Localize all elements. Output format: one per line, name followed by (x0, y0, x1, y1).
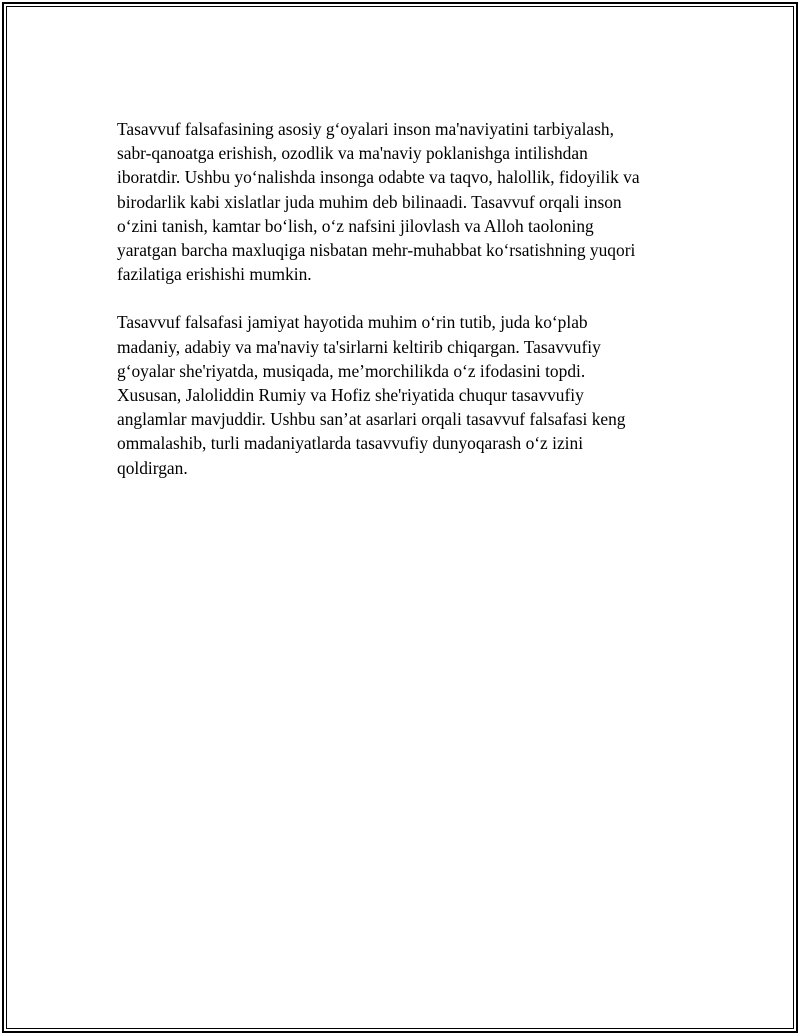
paragraph-line: g‘oyalar she'riyatda, musiqada, me’morchilikda o‘z ifodasini topdi. (117, 360, 586, 381)
paragraph-line: fazilatiga erishishi mumkin. (117, 264, 312, 285)
paragraph-line: madaniy, adabiy va ma'naviy ta'sirlarni keltirib chiqargan. Tasavvufiy (117, 336, 601, 357)
paragraph-line: yaratgan barcha maxluqiga nisbatan mehr-muhabbat ko‘rsatishning yuqori (117, 240, 636, 261)
paragraph-line: o‘zini tanish, kamtar bo‘lish, o‘z nafsini jilovlash va Alloh taoloning (117, 215, 594, 236)
document-body (117, 117, 687, 504)
paragraph-line: birodarlik kabi xislatlar juda muhim deb bilinaadi. Tasavvuf orqali inson (117, 191, 622, 212)
paragraph-line: Tasavvuf falsafasi jamiyat hayotida muhim o‘rin tutib, juda ko‘plab (117, 312, 588, 333)
paragraph-line: Tasavvuf falsafasining asosiy g‘oyalari inson ma'naviyatini tarbiyalash, (117, 119, 614, 139)
paragraph-line: sabr-qanoatga erishish, ozodlik va ma'naviy poklanishga intilishdan (117, 143, 588, 164)
paragraph-2 (117, 310, 687, 479)
paragraph-line: ommalashib, turli madaniyatlarda tasavvufiy dunyoqarash o‘z izini (117, 433, 584, 454)
paragraph-line: Xususan, Jaloliddin Rumiy va Hofiz she'riyatida chuqur tasavvufiy (117, 385, 584, 406)
paragraph-line: qoldirgan. (117, 457, 188, 478)
paragraph-line: anglamlar mavjuddir. Ushbu san’at asarlari orqali tasavvuf falsafasi keng (117, 409, 626, 430)
paragraph-1 (117, 117, 687, 286)
paragraph-line: iboratdir. Ushbu yo‘nalishda insonga odabte va taqvo, halollik, fidoyilik va (117, 167, 640, 188)
